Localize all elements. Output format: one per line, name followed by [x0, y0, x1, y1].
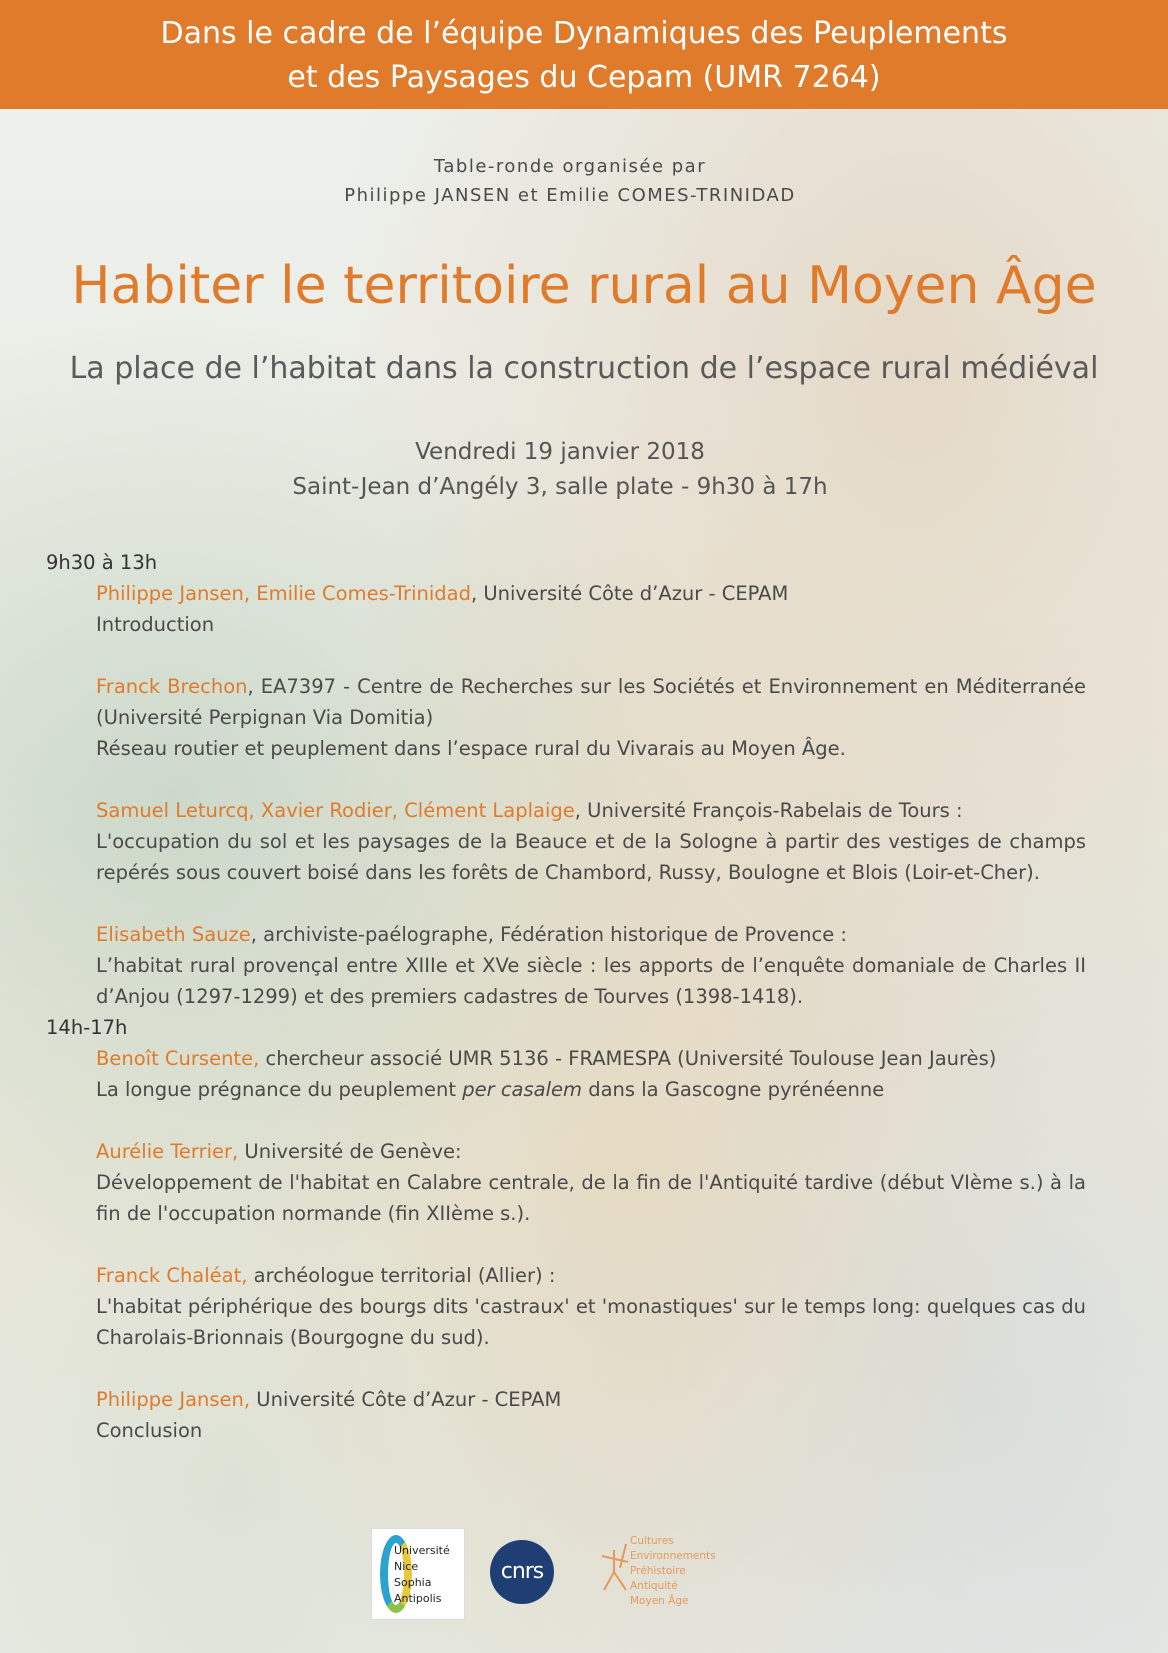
session-time: 14h-17h [46, 1016, 128, 1039]
unice-line-3: Sophia Antipolis [394, 1576, 442, 1605]
session-morning [46, 547, 1086, 1012]
unice-logo [371, 1528, 465, 1620]
talk-affiliation: , EA7397 - Centre de Recherches sur les Sociétés et Environnement en Méditerranée (Université Perpignan Via Domitia) [96, 675, 1086, 729]
talk-speakers: Philippe Jansen, [96, 1388, 251, 1411]
talk-affiliation: , Université François-Rabelais de Tours : [574, 799, 963, 822]
header-line-1: Dans le cadre de l’équipe Dynamiques des Peuplements [160, 16, 1008, 51]
talk-item [96, 919, 1086, 1012]
page-title: Habiter le territoire rural au Moyen Âge [71, 256, 1097, 316]
unice-line-2: Nice [394, 1560, 419, 1573]
talk-affiliation: Université Côte d’Azur - CEPAM [250, 1388, 562, 1411]
cepam-line: Environnements [630, 1550, 716, 1562]
talk-speakers: Philippe Jansen, Emilie Comes-Trinidad [96, 582, 471, 605]
talk-topic [96, 1078, 884, 1101]
talk-topic-start: La longue prégnance du peuplement [96, 1078, 463, 1101]
session-time: 9h30 à 13h [46, 551, 158, 574]
talk-topic: L'occupation du sol et les paysages de la Beauce et de la Sologne à partir des vestiges de champs repérés sous couvert boisé dans les forêts de Chambord, Russy, Boulogne et Blois (Loir-et-Cher). [96, 830, 1086, 884]
program [46, 547, 1086, 1446]
session-afternoon [46, 1012, 1086, 1446]
unice-line-1: Université [394, 1544, 450, 1557]
organizers-line-1: Table-ronde organisée par [433, 156, 707, 177]
talk-speakers: Benoît Cursente, [96, 1047, 260, 1070]
organizers [0, 152, 1140, 210]
talk-item [96, 578, 1086, 640]
talk-item [96, 1043, 1086, 1105]
cepam-line: Cultures [630, 1535, 674, 1547]
talk-affiliation: Université de Genève: [238, 1140, 462, 1163]
talk-item [96, 1260, 1086, 1353]
organizers-line-2: Philippe JANSEN et Emilie COMES-TRINIDAD [344, 185, 796, 206]
talk-topic: Réseau routier et peuplement dans l’espace rural du Vivarais au Moyen Âge. [96, 737, 846, 760]
header-line-2: et des Paysages du Cepam (UMR 7264) [287, 60, 881, 95]
talk-item [96, 1384, 1086, 1446]
talk-speakers: Elisabeth Sauze [96, 923, 251, 946]
cepam-line: Préhistoire [630, 1565, 686, 1577]
event-date: Vendredi 19 janvier 2018 [415, 439, 705, 465]
cepam-line: Antiquité [630, 1580, 678, 1592]
talk-item [96, 671, 1086, 764]
talk-topic: Introduction [96, 613, 215, 636]
page-subtitle: La place de l’habitat dans la construction de l’espace rural médiéval [69, 351, 1099, 386]
header-band [0, 0, 1168, 109]
event-place: Saint-Jean d’Angély 3, salle plate - 9h30 à 17h [292, 474, 828, 500]
talk-topic: Conclusion [96, 1419, 203, 1442]
talk-speakers: Aurélie Terrier, [96, 1140, 239, 1163]
cnrs-logo: cnrs [490, 1540, 554, 1604]
talk-item [96, 1136, 1086, 1229]
event-info [0, 435, 1120, 505]
logos [0, 1528, 1168, 1628]
cepam-figure-icon [600, 1542, 634, 1612]
talk-affiliation: , Université Côte d’Azur - CEPAM [470, 582, 789, 605]
talk-speakers: Samuel Leturcq, Xavier Rodier, Clément Laplaige [96, 799, 575, 822]
talk-topic: L’habitat rural provençal entre XIIIe et XVe siècle : les apports de l’enquête domaniale de Charles II d’Anjou (1297-1299) et des premiers cadastres de Tourves (1398-1418). [96, 954, 1086, 1008]
talk-topic: L'habitat périphérique des bourgs dits 'castraux' et 'monastiques' sur le temps long: quelques cas du Charolais-Brionnais (Bourgogne du sud). [96, 1295, 1086, 1349]
talk-speakers: Franck Chaléat, [96, 1264, 248, 1287]
talk-item [96, 795, 1086, 888]
talk-affiliation: , archiviste-paélographe, Fédération historique de Provence : [250, 923, 847, 946]
talk-affiliation: chercheur associé UMR 5136 - FRAMESPA (Université Toulouse Jean Jaurès) [259, 1047, 997, 1070]
talk-topic: Développement de l'habitat en Calabre centrale, de la fin de l'Antiquité tardive (début VIème s.) à la fin de l'occupation normande (fin XIIème s.). [96, 1171, 1086, 1225]
talk-speakers: Franck Brechon [96, 675, 248, 698]
cepam-logo [600, 1530, 740, 1622]
talk-affiliation: archéologue territorial (Allier) : [247, 1264, 556, 1287]
talk-topic-italic: per casalem [462, 1078, 583, 1101]
cepam-line: Moyen Âge [630, 1595, 689, 1607]
talk-topic-end: dans la Gascogne pyrénéenne [582, 1078, 885, 1101]
